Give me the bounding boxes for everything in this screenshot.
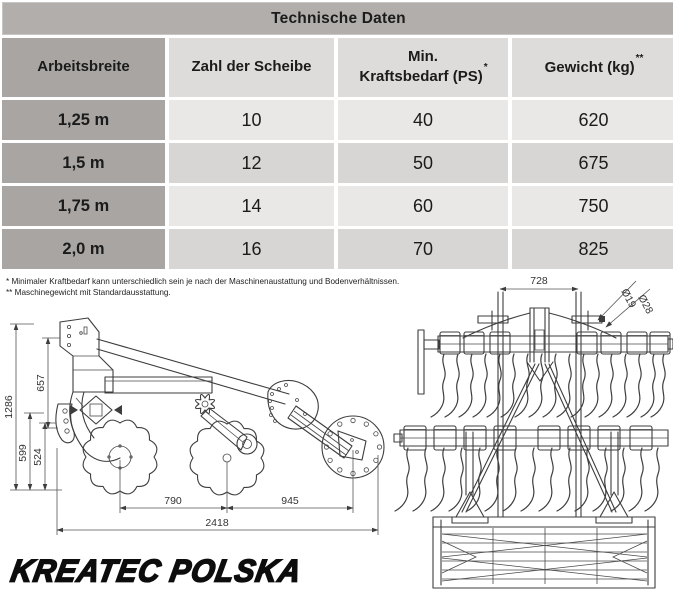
cell-weight: 825 <box>512 229 673 269</box>
side-view-drawing <box>3 318 384 535</box>
cell-power: 70 <box>338 229 508 269</box>
row-header-width: 1,75 m <box>2 186 165 226</box>
cell-discs: 16 <box>169 229 334 269</box>
dim-pin-dia-large: Ø28 <box>635 292 656 316</box>
column-header-scheiben: Zahl der Scheibe <box>169 38 334 97</box>
cell-discs: 10 <box>169 100 334 140</box>
technical-drawings <box>0 270 673 600</box>
dim-total-height: 1286 <box>3 395 15 419</box>
cell-discs: 14 <box>169 186 334 226</box>
footnote-marker-1: * <box>483 62 488 73</box>
dim-frame-height: 657 <box>35 374 47 392</box>
dim-height-599: 599 <box>17 444 29 462</box>
footnote-marker-2: ** <box>635 52 644 64</box>
dim-disc-spacing-rear: 945 <box>281 495 299 507</box>
table-title: Technische Daten <box>2 2 673 35</box>
row-header-width: 1,25 m <box>2 100 165 140</box>
footnote-2: ** Maschinegewicht mit Standardausstattung. <box>6 288 171 297</box>
row-header-width: 1,5 m <box>2 143 165 183</box>
column-header-gewicht: Gewicht (kg)** <box>512 38 673 97</box>
dim-disc-spacing-front: 790 <box>164 495 182 507</box>
cell-weight: 675 <box>512 143 673 183</box>
spec-table <box>0 0 673 269</box>
rear-view-width-dimension <box>500 275 655 327</box>
cell-weight: 750 <box>512 186 673 226</box>
column-header-kraftbedarf <box>338 38 508 97</box>
row-header-width: 2,0 m <box>2 229 165 269</box>
cell-weight: 620 <box>512 100 673 140</box>
dim-total-length: 2418 <box>205 517 229 529</box>
dim-height-524: 524 <box>32 448 44 466</box>
rear-view-drawing <box>394 275 673 600</box>
side-view-vertical-dimensions <box>3 324 62 490</box>
kreatec-polska-logo: KREATEC POLSKA <box>8 554 305 589</box>
cell-discs: 12 <box>169 143 334 183</box>
cell-power: 40 <box>338 100 508 140</box>
footnote-1: * Minimaler Kraftbedarf kann unterschiedlich sein je nach der Maschinenaustattung und Bodenverhältnissen. <box>6 277 400 286</box>
column-header-arbeitsbreite: Arbeitsbreite <box>2 38 165 97</box>
dim-frame-width: 728 <box>530 275 548 287</box>
cell-power: 50 <box>338 143 508 183</box>
cell-power: 60 <box>338 186 508 226</box>
column-header-kraftbedarf-line1: Min. <box>407 48 438 66</box>
dim-pin-dia-small: Ø19 <box>618 286 639 310</box>
column-header-kraftbedarf-line2: Kraftsbedarf (PS)* <box>359 62 488 85</box>
